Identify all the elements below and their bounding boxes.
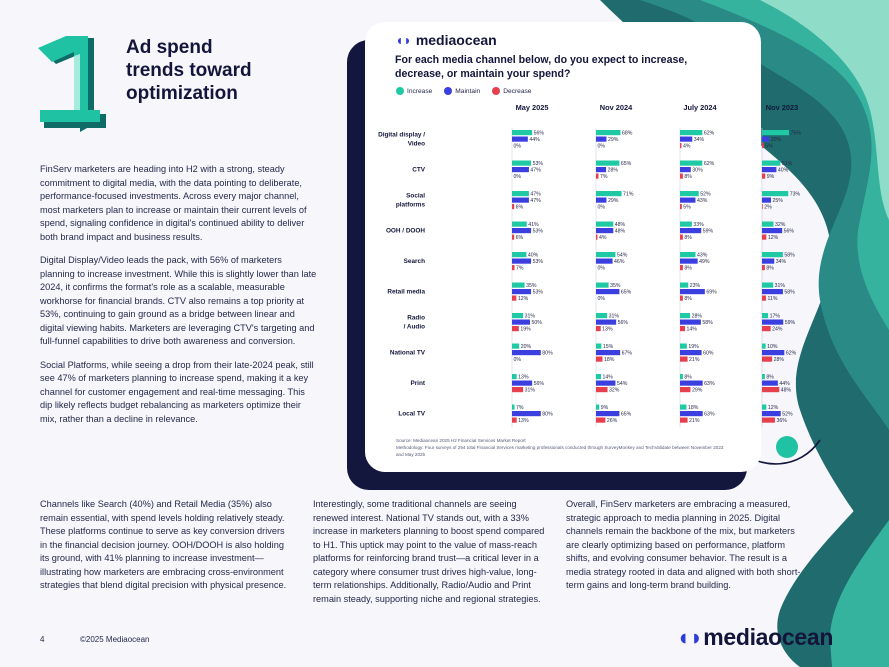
data-label: 71%	[623, 191, 634, 198]
bar-increase	[762, 405, 766, 410]
data-label: 0%	[513, 357, 521, 364]
bar-maintain	[512, 320, 530, 325]
data-label: 14%	[686, 326, 697, 333]
bar-maintain	[762, 411, 781, 416]
bar-decrease	[512, 387, 523, 392]
data-label: 47%	[530, 198, 541, 205]
bar-decrease	[680, 296, 683, 301]
bar-increase	[512, 344, 519, 349]
bar-increase	[596, 283, 609, 288]
paragraph: FinServ marketers are heading into H2 with a strong, steady commitment to digital media, with the data pointing to deliberate, performance-focused investments. Across every major channel, most marketers plan to increase or maintain their current levels of spend, signaling confidence in digital's continued ability to deliver both brand impact and business results.	[40, 164, 307, 242]
bottom-right-paragraph: Overall, FinServ marketers are embracing a measured, strategic approach to media planning in 2025. Digital channels remain the backbone of the mix, but marketers are clearly optimizing based on performance, platform shifts, and evolving consumer behavior. The result is a media strategy rooted in data and aligned with both short-term gains and long-term brand building.	[566, 499, 801, 590]
bar-increase	[596, 252, 615, 257]
data-label: 13%	[602, 326, 613, 333]
data-label: 65%	[620, 161, 632, 168]
bar-maintain	[762, 198, 771, 203]
data-label: 80%	[542, 350, 553, 357]
data-label: 53%	[532, 161, 543, 168]
data-label: 80%	[542, 411, 553, 418]
headline-line-1: Ad spend	[126, 37, 213, 58]
bar-increase	[762, 252, 783, 257]
decorative-dot	[776, 436, 798, 458]
paragraph: Social Platforms, while seeing a drop from their late-2024 peak, still see 47% of marketers planning to increase spend, making it a key channel for customer engagement and real-time messaging. This dip likely reflects budget rebalancing as marketers optimize their mix, rather than a decline in relevance.	[40, 359, 314, 424]
logo-mark-icon: ◖◗	[395, 32, 416, 48]
bar-maintain	[680, 320, 701, 325]
bar-increase	[762, 222, 774, 227]
data-label: 31%	[774, 283, 786, 290]
data-label: 8%	[684, 374, 692, 381]
bar-decrease	[762, 387, 779, 392]
data-label: 20%	[520, 344, 532, 351]
data-label: 59%	[784, 320, 796, 327]
bar-decrease	[596, 235, 597, 240]
data-label: 0%	[597, 143, 605, 150]
intro-body	[40, 163, 318, 436]
bar-decrease	[762, 204, 763, 209]
bar-maintain	[512, 137, 528, 142]
data-label: 7%	[600, 174, 608, 181]
data-label: 26%	[606, 418, 618, 425]
bar-decrease	[596, 174, 599, 179]
data-label: 0%	[597, 265, 605, 272]
panel-header: Nov 2024	[599, 103, 633, 112]
data-label: 46%	[614, 259, 625, 266]
data-label: 69%	[706, 289, 717, 296]
data-label: 44%	[779, 381, 790, 388]
data-label: 65%	[620, 289, 632, 296]
chart-source	[396, 437, 726, 458]
data-label: 31%	[608, 313, 620, 320]
bar-increase	[680, 344, 687, 349]
data-label: 24%	[772, 326, 783, 333]
bar-decrease	[762, 357, 772, 362]
bar-maintain	[762, 228, 782, 233]
maintain-dot-icon	[444, 87, 452, 95]
data-label: 0%	[597, 296, 605, 303]
bar-maintain	[596, 381, 615, 386]
bar-increase	[762, 130, 789, 135]
bar-decrease	[762, 143, 764, 148]
data-label: 54%	[616, 252, 628, 259]
data-label: 75%	[790, 130, 801, 137]
data-label: 40%	[527, 252, 539, 259]
copyright: ©2025 Mediaocean	[80, 635, 150, 644]
bar-maintain	[512, 259, 531, 264]
data-label: 73%	[789, 191, 801, 198]
data-label: 18%	[687, 405, 699, 412]
bar-maintain	[680, 411, 703, 416]
bar-increase	[596, 130, 620, 135]
bar-maintain	[680, 167, 691, 172]
chart-question: For each media channel below, do you expect to increase, decrease, or maintain your spend?	[395, 54, 688, 80]
category-label: Print	[410, 380, 425, 387]
bottom-middle-paragraph: Interestingly, some traditional channels are seeing renewed interest. National TV stands out, with a 33% increase in marketers planning to boost spend compared to H1. This uptick may point to the value of mass-reach platforms for reinforcing brand trust—a critical lever in a category where consumer trust drives high-value, long-term relationships. Additionally, Radio/Audio and Print remain steady, supporting niche and regional strategies.	[313, 499, 545, 604]
bar-decrease	[512, 204, 514, 209]
data-label: 56%	[533, 381, 545, 388]
category-label: Search	[403, 258, 425, 265]
data-label: 9%	[766, 174, 775, 181]
data-label: 34%	[775, 259, 787, 266]
data-label: 12%	[767, 235, 779, 242]
card-logo	[395, 32, 497, 48]
category-label: Retail media	[387, 288, 425, 296]
data-label: 31%	[524, 387, 536, 394]
bar-maintain	[596, 167, 606, 172]
data-label: 35%	[526, 283, 537, 290]
bar-maintain	[512, 289, 531, 294]
bar-maintain	[596, 259, 613, 264]
data-label: 47%	[530, 167, 541, 174]
data-label: 48%	[780, 387, 792, 394]
data-label: 21%	[689, 418, 700, 425]
data-label: 31%	[524, 313, 536, 320]
data-label: 56%	[617, 320, 629, 327]
headline-line-3: optimization	[126, 83, 238, 104]
data-label: 29%	[607, 198, 619, 205]
data-label: 63%	[704, 381, 715, 388]
data-label: 0%	[513, 143, 521, 150]
category-label: Video	[407, 140, 425, 148]
data-label: 53%	[532, 259, 543, 266]
methodology-line: Methodology: Four surveys of 294 total Financial Services marketing professionals conducted through SurveyMonkey and TechValidate between November 2023 and May 2025	[396, 445, 724, 457]
bar-maintain	[680, 228, 701, 233]
data-label: 62%	[703, 161, 715, 168]
data-label: 19%	[688, 344, 699, 351]
bar-maintain	[762, 259, 774, 264]
bar-maintain	[596, 137, 606, 142]
bar-maintain	[680, 137, 692, 142]
bar-increase	[680, 374, 683, 379]
bar-increase	[596, 405, 599, 410]
data-label: 12%	[517, 296, 529, 303]
bar-decrease	[512, 235, 514, 240]
data-label: 56%	[783, 228, 795, 235]
bar-decrease	[512, 418, 517, 423]
data-label: 41%	[528, 222, 539, 229]
bar-increase	[512, 283, 525, 288]
data-label: 25%	[772, 198, 783, 205]
bar-increase	[680, 161, 702, 166]
bar-increase	[762, 283, 773, 288]
legend-item-decrease	[492, 87, 531, 95]
bar-maintain	[512, 228, 531, 233]
paragraph: Digital Display/Video leads the pack, with 56% of marketers planning to increase investment. While this is slightly lower than late 2024, it confirms the format's role as a scalable, measurable workhorse for financial brands. CTV also remains a top priority at 53%, continuing to gain ground as a bridge between linear and digital viewing habits. Marketers are leveraging CTV's targeting and full-funnel capabilities to drive both awareness and conversion.	[40, 255, 317, 346]
bar-maintain	[680, 289, 705, 294]
data-label: 58%	[784, 289, 795, 296]
data-label: 40%	[777, 167, 789, 174]
page-headline	[126, 36, 326, 105]
category-label: Digital display /	[378, 131, 425, 139]
data-label: 12%	[767, 405, 779, 412]
category-label: Social	[406, 192, 425, 200]
bar-increase	[680, 191, 699, 196]
data-label: 63%	[704, 411, 715, 418]
data-label: 8%	[684, 265, 692, 272]
data-label: 21%	[689, 357, 700, 364]
category-label: CTV	[412, 166, 425, 174]
data-label: 7%	[516, 265, 524, 272]
data-label: 67%	[621, 350, 633, 357]
data-label: 28%	[691, 313, 702, 320]
bar-increase	[680, 130, 702, 135]
data-label: 48%	[614, 228, 626, 235]
decrease-dot-icon	[492, 87, 500, 95]
data-label: 6%	[515, 204, 524, 211]
bar-maintain	[680, 259, 698, 264]
bar-increase	[680, 313, 690, 318]
bar-maintain	[762, 289, 783, 294]
data-label: 56%	[533, 130, 545, 137]
headline-line-2: trends toward	[126, 60, 252, 81]
data-label: 9%	[600, 405, 609, 412]
data-label: 52%	[782, 411, 793, 418]
bar-decrease	[512, 326, 519, 331]
card-logo-text: mediaocean	[415, 32, 497, 48]
data-label: 28%	[773, 357, 784, 364]
data-label: 17%	[769, 313, 781, 320]
bar-increase	[512, 252, 526, 257]
logo-mark-icon: ◖◗	[676, 624, 704, 650]
panel-header: May 2025	[515, 103, 549, 112]
category-label: OOH / DOOH	[385, 227, 425, 235]
category-label: National TV	[389, 349, 425, 357]
bar-maintain	[596, 228, 613, 233]
bar-increase	[762, 313, 768, 318]
bar-maintain	[762, 167, 776, 172]
bar-maintain	[680, 198, 695, 203]
bar-increase	[762, 344, 766, 349]
data-label: 19%	[520, 326, 531, 333]
legend-item-maintain	[444, 87, 480, 95]
data-label: 4%	[598, 235, 607, 242]
increase-dot-icon	[396, 87, 404, 95]
bar-increase	[596, 191, 622, 196]
data-label: 44%	[529, 137, 540, 144]
data-label: 7%	[516, 405, 524, 412]
bar-maintain	[512, 411, 541, 416]
bar-maintain	[680, 381, 703, 386]
bar-decrease	[762, 296, 766, 301]
panel-header: July 2024	[683, 103, 717, 112]
data-label: 34%	[693, 137, 705, 144]
bar-increase	[596, 344, 601, 349]
bar-decrease	[596, 357, 602, 362]
data-label: 54%	[616, 381, 628, 388]
source-line: Source: Mediaocean 2025 H2 Financial Services Market Report	[396, 438, 526, 443]
bar-decrease	[512, 296, 516, 301]
bar-maintain	[596, 320, 616, 325]
data-label: 68%	[621, 130, 633, 137]
bar-decrease	[512, 265, 515, 270]
bar-decrease	[680, 418, 688, 423]
bar-increase	[512, 405, 515, 410]
data-label: 0%	[513, 174, 521, 181]
bar-decrease	[596, 326, 601, 331]
bar-maintain	[512, 381, 532, 386]
bar-decrease	[762, 235, 766, 240]
bar-maintain	[680, 350, 702, 355]
section-number-graphic	[36, 36, 116, 136]
data-label: 33%	[693, 222, 704, 229]
bar-decrease	[680, 387, 690, 392]
data-label: 51%	[781, 161, 793, 168]
bar-increase	[680, 283, 688, 288]
bar-maintain	[762, 137, 769, 142]
bar-decrease	[680, 265, 683, 270]
data-label: 49%	[699, 259, 710, 266]
data-label: 8%	[766, 265, 774, 272]
data-label: 14%	[602, 374, 613, 381]
data-label: 52%	[700, 191, 711, 198]
bar-increase	[512, 374, 517, 379]
bar-increase	[596, 161, 619, 166]
bar-maintain	[762, 350, 784, 355]
data-label: 5%	[683, 204, 691, 211]
data-label: 0%	[597, 204, 605, 211]
data-label: 29%	[607, 137, 619, 144]
data-label: 28%	[607, 167, 618, 174]
bar-increase	[680, 222, 692, 227]
bar-maintain	[596, 350, 620, 355]
data-label: 43%	[696, 198, 708, 205]
bar-maintain	[596, 198, 606, 203]
bar-increase	[762, 191, 788, 196]
bar-increase	[512, 222, 527, 227]
bar-increase	[596, 374, 601, 379]
data-label: 30%	[692, 167, 703, 174]
data-label: 58%	[702, 320, 713, 327]
data-label: 13%	[518, 418, 529, 425]
data-label: 35%	[610, 283, 621, 290]
bottom-left-paragraph: Channels like Search (40%) and Retail Media (35%) also remain essential, with spend levels holding relatively steady. These platforms continue to serve as key conversion drivers in the financial decision journey. OOH/DOOH is also holding its ground, with 41% planning to increase investment—illustrating how marketers are embracing cross-environment strategies that blend digital precision with physical presence.	[40, 499, 287, 590]
bar-maintain	[762, 320, 783, 325]
bar-decrease	[762, 326, 771, 331]
bar-increase	[512, 161, 531, 166]
data-label: 36%	[776, 418, 787, 425]
data-label: 23%	[689, 283, 701, 290]
brand-logo-text: mediaocean	[703, 624, 834, 650]
spend-chart	[365, 100, 801, 432]
bar-increase	[512, 313, 523, 318]
panel-header: Nov 2023	[765, 103, 799, 112]
data-label: 32%	[775, 222, 786, 229]
data-label: 18%	[603, 357, 615, 364]
bar-decrease	[680, 357, 688, 362]
bar-decrease	[680, 326, 685, 331]
data-label: 15%	[602, 344, 614, 351]
bar-maintain	[596, 411, 619, 416]
bar-decrease	[596, 387, 608, 392]
data-label: 58%	[784, 252, 795, 259]
bar-increase	[596, 222, 613, 227]
category-label: Radio	[407, 314, 425, 322]
data-label: 29%	[691, 387, 703, 394]
legend-item-increase	[396, 87, 432, 95]
data-label: 50%	[531, 320, 542, 327]
bar-decrease	[596, 418, 605, 423]
bar-increase	[596, 313, 607, 318]
data-label: 13%	[518, 374, 529, 381]
data-label: 62%	[703, 130, 715, 137]
data-label: 53%	[532, 289, 543, 296]
data-label: 6%	[515, 235, 524, 242]
data-label: 65%	[620, 411, 632, 418]
category-label: Local TV	[398, 410, 425, 418]
bar-maintain	[512, 167, 529, 172]
data-label: 62%	[785, 350, 797, 357]
data-label: 8%	[684, 235, 692, 242]
bar-increase	[512, 130, 532, 135]
category-label: / Audio	[403, 323, 425, 331]
bar-increase	[680, 405, 686, 410]
data-label: 10%	[767, 344, 778, 351]
data-label: 43%	[696, 252, 708, 259]
bar-decrease	[762, 174, 765, 179]
bar-maintain	[512, 198, 529, 203]
data-label: 2%	[764, 204, 772, 211]
data-label: 60%	[703, 350, 714, 357]
bar-decrease	[680, 235, 683, 240]
brand-logo	[676, 624, 833, 651]
data-label: 20%	[770, 137, 782, 144]
bar-maintain	[512, 350, 541, 355]
bar-decrease	[680, 174, 683, 179]
bar-increase	[762, 161, 780, 166]
data-label: 32%	[609, 387, 620, 394]
bar-decrease	[762, 418, 775, 423]
legend-label: Increase	[407, 87, 433, 95]
data-label: 53%	[532, 228, 543, 235]
bar-maintain	[596, 289, 619, 294]
data-label: 4%	[682, 143, 691, 150]
page-number: 4	[40, 635, 45, 644]
bar-decrease	[762, 265, 765, 270]
bar-maintain	[762, 381, 778, 386]
bar-increase	[512, 191, 529, 196]
data-label: 11%	[767, 296, 778, 303]
bar-increase	[680, 252, 695, 257]
data-label: 47%	[530, 191, 541, 198]
legend-label: Maintain	[455, 87, 481, 95]
bar-decrease	[680, 204, 682, 209]
bar-increase	[762, 374, 765, 379]
legend-label: Decrease	[503, 87, 532, 95]
data-label: 8%	[766, 374, 774, 381]
category-label: platforms	[395, 201, 425, 209]
data-label: 8%	[684, 174, 692, 181]
data-label: 8%	[684, 296, 692, 303]
data-label: 5%	[765, 143, 773, 150]
data-label: 59%	[702, 228, 714, 235]
chart-legend	[396, 87, 531, 95]
data-label: 48%	[614, 222, 626, 229]
bar-decrease	[680, 143, 681, 148]
